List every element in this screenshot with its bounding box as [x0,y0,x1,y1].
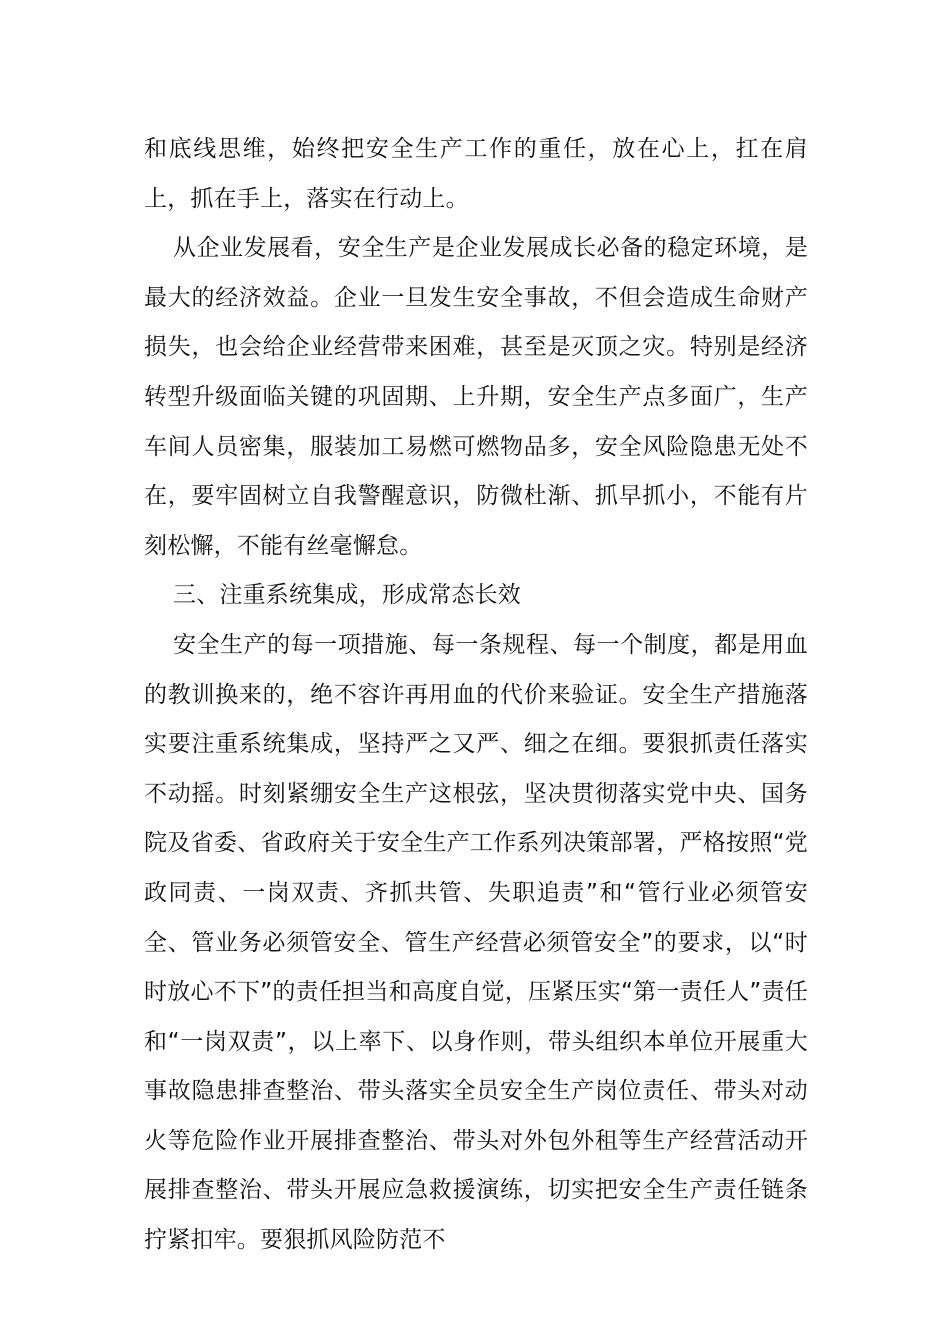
section-heading-3: 三、注重系统集成，形成常态长效 [173,582,521,609]
paragraph-enterprise-development: 从企业发展看，安全生产是企业发展成长必备的稳定环境，是最大的经济效益。企业一旦发生安全事故，不但会造成生命财产损失，也会给企业经营带来困难，甚至是灭顶之灾。特别是经济转型升级面临关键的巩固期、上升期，安全生产点多面广，生产车间人员密集，服装加工易燃可燃物品多，安全风险隐患无处不在，要牢固树立自我警醒意识，防微杜渐、抓早抓小，不能有片刻松懈，不能有丝毫懈怠。 [144,235,808,559]
paragraph-system-integration: 安全生产的每一项措施、每一条规程、每一个制度，都是用血的教训换来的，绝不容许再用血的代价来验证。安全生产措施落实要注重系统集成，坚持严之又严、细之在细。要狠抓责任落实不动摇。时刻紧绷安全生产这根弦，坚决贯彻落实党中央、国务院及省委、省政府关于安全生产工作系列决策部署，严格按照“党政同责、一岗双责、齐抓共管、失职追责”和“管行业必须管安全、管业务必须管安全、管生产经营必须管安全”的要求，以“时时放心不下”的责任担当和高度自觉，压紧压实“第一责任人”责任和“一岗双责”，以上率下、以身作则，带头组织本单位开展重大事故隐患排查整治、带头落实全员安全生产岗位责任、带头对动火等危险作业开展排查整治、带头对外包外租等生产经营活动开展排查整治、带头开展应急救援演练，切实把安全生产责任链条拧紧扣牢。要狠抓风险防范不 [144,631,808,1254]
document-body [144,125,808,1266]
paragraph-continuation: 和底线思维，始终把安全生产工作的重任，放在心上，扛在肩上，抓在手上，落实在行动上。 [144,136,808,212]
